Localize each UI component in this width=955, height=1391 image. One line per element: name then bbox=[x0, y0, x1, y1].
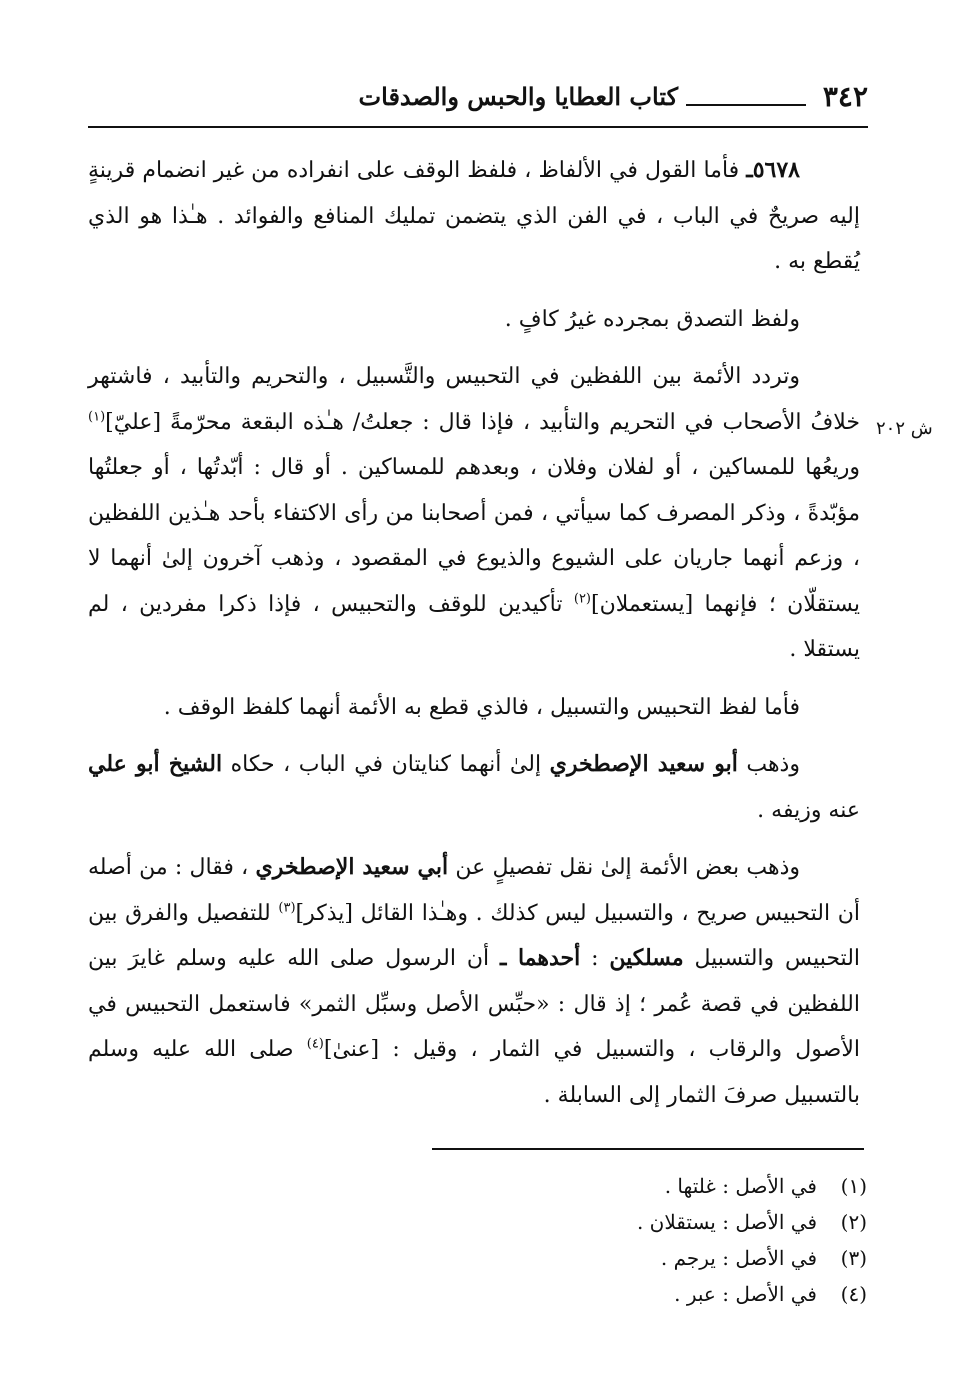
footnotes bbox=[467, 1168, 867, 1312]
section-number: ٥٦٧٨ـ bbox=[746, 157, 800, 183]
footnote-ref-1[interactable]: (١) bbox=[88, 409, 106, 425]
page-header bbox=[88, 80, 868, 120]
paragraph-6-text-f: صلى الله عليه وسلم بالتسبيل صرفَ الثمار إلى السابلة . bbox=[88, 1037, 860, 1108]
paragraph-1-text: فأما القول في الألفاظ ، فلفظ الوقف على انفراده من غير انضمام قرينةٍ إليه صريحٌ في الباب ، في الفن الذي يتضمن تمليك المنافع والفوائد . هـٰذا هو الذي يُقطع به . bbox=[88, 158, 860, 274]
margin-note: ش ٢٠٢ bbox=[876, 418, 933, 439]
footnote-number: (٣) bbox=[840, 1246, 867, 1270]
paragraph-4-text: فأما لفظ التحبيس والتسبيل ، فالذي قطع به الأئمة أنهما كلفظ الوقف . bbox=[163, 694, 800, 720]
paragraph-6-text-b: ، فقال : من أصله أن التحبيس صريح ، والتسبيل ليس كذلك . وهـٰذا القائل [يذكر] bbox=[88, 855, 860, 926]
header-dash-rule bbox=[686, 104, 806, 106]
footnote-separator bbox=[432, 1148, 864, 1150]
paragraph-6-text-e: أن الرسول صلى الله عليه وسلم غايرَ بين اللفظين في قصة عُمر ؛ إذ قال : «حبِّس الأصل وسبِّل الثمر» فاستعمل التحبيس في الأصول والرقاب ، والتسبيل في الثمار ، وقيل : [عنىٰ] bbox=[88, 946, 860, 1062]
paragraph-5-text-a: وذهب bbox=[737, 752, 800, 777]
bold-term-ahaduhuma: أحدهما ـ bbox=[499, 945, 581, 971]
footnote-text: في الأصل : غلتها . bbox=[664, 1174, 817, 1198]
person-name-abu-ali: الشيخ أبو علي bbox=[88, 751, 223, 777]
paragraph-5-text-b: إلىٰ أنهما كنايتان في الباب ، حكاه bbox=[222, 752, 550, 777]
header-underline bbox=[88, 126, 868, 128]
footnote-1 bbox=[467, 1168, 867, 1204]
paragraph-4 bbox=[88, 685, 860, 731]
footnote-2 bbox=[467, 1204, 867, 1240]
paragraph-5-text-c: عنه وزيفه . bbox=[757, 797, 860, 823]
paragraph-3 bbox=[88, 354, 860, 673]
footnote-text: في الأصل : عبر . bbox=[674, 1282, 817, 1306]
running-title: كتاب العطايا والحبس والصدقات bbox=[358, 82, 678, 111]
paragraph-2 bbox=[88, 297, 860, 343]
paragraph-3-text-c: تأكيدين للوقف والتحبيس ، فإذا ذكرا مفردين ، لم يستقلا . bbox=[88, 591, 860, 662]
footnote-ref-2[interactable]: (٢) bbox=[573, 591, 591, 607]
footnote-ref-4[interactable]: (٤) bbox=[306, 1036, 324, 1052]
paragraph-3-text-a: وتردد الأئمة بين اللفظين في التحبيس والتَّسبيل ، والتحريم والتأبيد ، فاشتهر خلافُ الأصحاب في التحريم والتأبيد ، فإذا قال : جعلتُ/ هـٰذه البقعة محرّمةً [عليّ] bbox=[88, 364, 860, 435]
person-name-abi-said: أبي سعيد الإصطخري bbox=[255, 854, 449, 880]
footnote-number: (١) bbox=[840, 1174, 867, 1198]
bold-term-maslakayn: مسلكين bbox=[609, 945, 684, 971]
paragraph-6-text-d: : bbox=[580, 946, 610, 971]
paragraph-5 bbox=[88, 742, 860, 833]
paragraph-2-text: ولفظ التصدق بمجرده غيرُ كافٍ . bbox=[504, 306, 800, 332]
page-number: ٣٤٢ bbox=[822, 80, 868, 113]
paragraph-3-text-b: وريعُها للمساكين ، أو لفلان وفلان ، وبعدهم للمساكين . أو قال : أبّدتُها ، أو جعلتُها مؤبّدةً ، وذكر المصرف كما سيأتي ، فمن أصحابنا من رأى الاكتفاء بأحد هـٰذين اللفظين ، وزعم أنهما جاريان على الشيوع والذيوع في المقصود ، وذهب آخرون إلىٰ أنهما لا يستقلّان ؛ فإنهما [يستعملان] bbox=[88, 455, 860, 617]
footnote-ref-3[interactable]: (٣) bbox=[278, 900, 296, 916]
footnote-3 bbox=[467, 1240, 867, 1276]
paragraph-1 bbox=[88, 148, 860, 285]
footnote-text: في الأصل : يستقلان . bbox=[636, 1210, 817, 1234]
paragraph-6-text-a: وذهب بعض الأئمة إلىٰ نقل تفصيلٍ عن bbox=[448, 855, 801, 880]
footnote-text: في الأصل : يرجم . bbox=[660, 1246, 817, 1270]
footnote-number: (٤) bbox=[840, 1282, 867, 1306]
body-text bbox=[88, 148, 860, 1118]
footnote-4 bbox=[467, 1276, 867, 1312]
person-name-istakhri: أبو سعيد الإصطخري bbox=[549, 751, 738, 777]
paragraph-6-text-c: للتفصيل والفرق بين التحبيس والتسبيل bbox=[88, 900, 861, 971]
paragraph-6 bbox=[88, 845, 860, 1118]
footnote-number: (٢) bbox=[840, 1210, 867, 1234]
